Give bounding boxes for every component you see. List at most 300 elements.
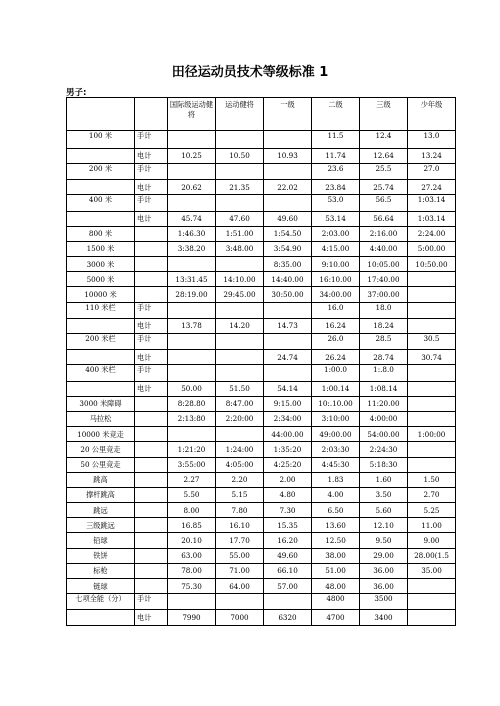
value-cell: 13.78 <box>168 318 216 333</box>
value-cell <box>264 195 312 211</box>
timing-cell: 手计 <box>135 365 168 381</box>
timing-cell <box>135 457 168 472</box>
table-row <box>67 272 456 287</box>
value-cell: 53.14 <box>312 211 360 226</box>
value-cell <box>216 594 264 610</box>
value-cell: 3:10:00 <box>312 411 360 426</box>
value-cell: 3:48.00 <box>216 241 264 256</box>
value-cell: 7990 <box>168 610 216 625</box>
value-cell: 5.15 <box>216 487 264 502</box>
value-cell: 57.00 <box>264 579 312 594</box>
value-cell <box>216 427 264 442</box>
value-cell <box>408 579 456 594</box>
timing-cell <box>135 548 168 563</box>
event-cell <box>67 610 135 625</box>
value-cell: 16.24 <box>312 318 360 333</box>
value-cell: 2:03.00 <box>312 226 360 241</box>
value-cell: 30:50.00 <box>264 287 312 302</box>
timing-cell <box>135 487 168 502</box>
timing-cell <box>135 563 168 578</box>
table-row <box>67 487 456 502</box>
event-cell: 100 米 <box>67 131 135 149</box>
value-cell: 4:15.00 <box>312 241 360 256</box>
value-cell: 1:08.14 <box>360 381 408 396</box>
value-cell <box>264 594 312 610</box>
value-cell: 18.24 <box>360 318 408 333</box>
value-cell: 1:00.14 <box>312 381 360 396</box>
value-cell <box>168 163 216 179</box>
value-cell: 53.0 <box>312 195 360 211</box>
timing-cell: 手计 <box>135 334 168 350</box>
value-cell: 8:35.00 <box>264 257 312 272</box>
value-cell: 2.27 <box>168 472 216 487</box>
event-cell: 七项全能（分） <box>67 594 135 610</box>
value-cell: 9.00 <box>408 533 456 548</box>
value-cell: 37:00.00 <box>360 287 408 302</box>
event-cell: 3000 米 <box>67 257 135 272</box>
value-cell: 55.00 <box>216 548 264 563</box>
value-cell: 1.83 <box>312 472 360 487</box>
value-cell <box>216 365 264 381</box>
value-cell: 22.02 <box>264 180 312 195</box>
table-row <box>67 503 456 518</box>
value-cell: 50.00 <box>168 381 216 396</box>
value-cell: 27.0 <box>408 163 456 179</box>
value-cell: 4.00 <box>312 487 360 502</box>
value-cell: 1.50 <box>408 472 456 487</box>
value-cell: 16.0 <box>312 302 360 318</box>
value-cell <box>408 272 456 287</box>
value-cell: 10.25 <box>168 148 216 163</box>
value-cell: 51.50 <box>216 381 264 396</box>
header-cell: 一级 <box>264 98 312 131</box>
timing-cell: 电计 <box>135 350 168 365</box>
value-cell: 36.00 <box>360 563 408 578</box>
value-cell: 6.50 <box>312 503 360 518</box>
value-cell: 17.70 <box>216 533 264 548</box>
value-cell: 7.30 <box>264 503 312 518</box>
value-cell: 4:00:00 <box>360 411 408 426</box>
value-cell: 2.00 <box>264 472 312 487</box>
header-type-cell <box>135 98 168 131</box>
value-cell: 16:10.00 <box>312 272 360 287</box>
value-cell: 2:16.00 <box>360 226 408 241</box>
value-cell: 13.60 <box>312 518 360 533</box>
value-cell <box>264 302 312 318</box>
value-cell: 16.85 <box>168 518 216 533</box>
table-row <box>67 563 456 578</box>
timing-cell: 电计 <box>135 318 168 333</box>
value-cell: 9:10.00 <box>312 257 360 272</box>
table-row <box>67 427 456 442</box>
value-cell: 6320 <box>264 610 312 625</box>
timing-cell <box>135 518 168 533</box>
header-cell: 国际级运动健将 <box>168 98 216 131</box>
header-cell: 少年级 <box>408 98 456 131</box>
value-cell: 49.60 <box>264 211 312 226</box>
value-cell <box>408 287 456 302</box>
event-cell: 标枪 <box>67 563 135 578</box>
event-cell: 跳高 <box>67 472 135 487</box>
value-cell: 9:15.00 <box>264 396 312 411</box>
value-cell: 56.5 <box>360 195 408 211</box>
value-cell: 1:24:00 <box>216 442 264 457</box>
value-cell: 10:.10.00 <box>312 396 360 411</box>
value-cell: 12.64 <box>360 148 408 163</box>
value-cell: 4800 <box>312 594 360 610</box>
value-cell <box>168 427 216 442</box>
value-cell: 20.62 <box>168 180 216 195</box>
table-row <box>67 302 456 318</box>
value-cell: 13.0 <box>408 131 456 149</box>
table-row <box>67 318 456 333</box>
value-cell: 16.10 <box>216 518 264 533</box>
value-cell: 1:54.50 <box>264 226 312 241</box>
value-cell: 3:54.90 <box>264 241 312 256</box>
timing-cell <box>135 442 168 457</box>
event-cell: 800 米 <box>67 226 135 241</box>
value-cell: 14.73 <box>264 318 312 333</box>
value-cell: 12.10 <box>360 518 408 533</box>
value-cell <box>264 334 312 350</box>
value-cell: 3400 <box>360 610 408 625</box>
event-cell: 链球 <box>67 579 135 594</box>
value-cell: 1:00.0 <box>312 365 360 381</box>
value-cell: 23.84 <box>312 180 360 195</box>
value-cell <box>216 350 264 365</box>
value-cell: 51.00 <box>312 563 360 578</box>
header-cell: 二级 <box>312 98 360 131</box>
value-cell: 2.70 <box>408 487 456 502</box>
value-cell: 8:28.80 <box>168 396 216 411</box>
value-cell: 26.0 <box>312 334 360 350</box>
table-row <box>67 442 456 457</box>
value-cell <box>408 457 456 472</box>
table-row <box>67 579 456 594</box>
value-cell: 71.00 <box>216 563 264 578</box>
timing-cell <box>135 241 168 256</box>
event-cell: 20 公里竞走 <box>67 442 135 457</box>
header-cell: 运动健将 <box>216 98 264 131</box>
table-row <box>67 148 456 163</box>
value-cell: 66.10 <box>264 563 312 578</box>
table-row <box>67 381 456 396</box>
value-cell <box>264 365 312 381</box>
value-cell: 1:03.14 <box>408 195 456 211</box>
value-cell: 4:40.00 <box>360 241 408 256</box>
value-cell: 20.10 <box>168 533 216 548</box>
timing-cell <box>135 579 168 594</box>
event-cell: 撑杆跳高 <box>67 487 135 502</box>
event-cell: 1500 米 <box>67 241 135 256</box>
value-cell <box>168 365 216 381</box>
value-cell: 5:00.00 <box>408 241 456 256</box>
value-cell: 5:18:30 <box>360 457 408 472</box>
value-cell <box>168 594 216 610</box>
value-cell: 3.50 <box>360 487 408 502</box>
value-cell: 54:00.00 <box>360 427 408 442</box>
timing-cell: 电计 <box>135 211 168 226</box>
header-event-cell <box>67 98 135 131</box>
value-cell: 49.60 <box>264 548 312 563</box>
value-cell: 16.20 <box>264 533 312 548</box>
event-cell: 马拉松 <box>67 411 135 426</box>
table-row <box>67 533 456 548</box>
value-cell: 44:00.00 <box>264 427 312 442</box>
table-row <box>67 594 456 610</box>
page-title: 田径运动员技术等级标准 1 <box>171 65 329 80</box>
value-cell: 7.80 <box>216 503 264 518</box>
value-cell: 23.6 <box>312 163 360 179</box>
section-subtitle: 男子: <box>66 88 87 98</box>
table-row <box>67 257 456 272</box>
table-row <box>67 131 456 149</box>
event-cell: 200 米 <box>67 163 135 179</box>
table-row <box>67 365 456 381</box>
timing-cell <box>135 503 168 518</box>
table-row <box>67 610 456 625</box>
value-cell <box>168 195 216 211</box>
value-cell: 5.50 <box>168 487 216 502</box>
value-cell: 1:51.00 <box>216 226 264 241</box>
value-cell <box>408 365 456 381</box>
value-cell: 2:24:30 <box>360 442 408 457</box>
event-cell <box>67 381 135 396</box>
value-cell: 1:35:20 <box>264 442 312 457</box>
table-row <box>67 287 456 302</box>
value-cell <box>216 163 264 179</box>
value-cell: 12.4 <box>360 131 408 149</box>
table-row <box>67 226 456 241</box>
timing-cell <box>135 257 168 272</box>
timing-cell: 手计 <box>135 163 168 179</box>
timing-cell <box>135 396 168 411</box>
value-cell <box>216 302 264 318</box>
value-cell: 38.00 <box>312 548 360 563</box>
value-cell: 28.00(1.5 <box>408 548 456 563</box>
event-cell <box>67 318 135 333</box>
value-cell: 35.00 <box>408 563 456 578</box>
value-cell <box>408 381 456 396</box>
value-cell: 63.00 <box>168 548 216 563</box>
timing-cell: 电计 <box>135 610 168 625</box>
timing-cell <box>135 226 168 241</box>
event-cell: 铁饼 <box>67 548 135 563</box>
timing-cell: 电计 <box>135 381 168 396</box>
value-cell <box>264 163 312 179</box>
event-cell <box>67 350 135 365</box>
event-cell: 铅球 <box>67 533 135 548</box>
timing-cell: 电计 <box>135 180 168 195</box>
value-cell <box>168 334 216 350</box>
header-row <box>67 98 456 131</box>
value-cell: 14.20 <box>216 318 264 333</box>
value-cell: 17:40.00 <box>360 272 408 287</box>
event-cell: 10000 米竞走 <box>67 427 135 442</box>
value-cell: 1:46.30 <box>168 226 216 241</box>
table-row <box>67 396 456 411</box>
value-cell: 11.74 <box>312 148 360 163</box>
value-cell: 5.60 <box>360 503 408 518</box>
value-cell: 1:03.14 <box>408 211 456 226</box>
table-row <box>67 195 456 211</box>
event-cell <box>67 180 135 195</box>
value-cell: 7000 <box>216 610 264 625</box>
timing-cell <box>135 472 168 487</box>
value-cell: 45.74 <box>168 211 216 226</box>
table-row <box>67 457 456 472</box>
table-row <box>67 180 456 195</box>
value-cell: 2:13:80 <box>168 411 216 426</box>
value-cell: 4:45:30 <box>312 457 360 472</box>
value-cell: 12.50 <box>312 533 360 548</box>
value-cell: 4:05:00 <box>216 457 264 472</box>
value-cell: 4700 <box>312 610 360 625</box>
timing-cell <box>135 427 168 442</box>
value-cell: 1:.8.0 <box>360 365 408 381</box>
value-cell: 21.35 <box>216 180 264 195</box>
event-cell <box>67 211 135 226</box>
value-cell: 49:00.00 <box>312 427 360 442</box>
table-row <box>67 241 456 256</box>
timing-cell: 手计 <box>135 594 168 610</box>
value-cell: 13.24 <box>408 148 456 163</box>
value-cell <box>168 350 216 365</box>
event-cell: 3000 米障碍 <box>67 396 135 411</box>
value-cell <box>408 442 456 457</box>
table-body <box>67 98 456 626</box>
value-cell: 14:40.00 <box>264 272 312 287</box>
value-cell: 48.00 <box>312 579 360 594</box>
value-cell: 75.30 <box>168 579 216 594</box>
value-cell: 3500 <box>360 594 408 610</box>
value-cell: 28.74 <box>360 350 408 365</box>
table-row <box>67 350 456 365</box>
timing-cell <box>135 533 168 548</box>
value-cell: 28.5 <box>360 334 408 350</box>
header-cell: 三级 <box>360 98 408 131</box>
value-cell <box>216 131 264 149</box>
value-cell <box>408 411 456 426</box>
value-cell <box>408 610 456 625</box>
timing-cell <box>135 287 168 302</box>
value-cell: 30.74 <box>408 350 456 365</box>
value-cell <box>168 131 216 149</box>
value-cell <box>408 594 456 610</box>
event-cell: 400 米 <box>67 195 135 211</box>
value-cell: 27.24 <box>408 180 456 195</box>
value-cell: 2:20:00 <box>216 411 264 426</box>
value-cell: 64.00 <box>216 579 264 594</box>
value-cell: 1.60 <box>360 472 408 487</box>
value-cell <box>216 334 264 350</box>
value-cell: 2.20 <box>216 472 264 487</box>
value-cell: 11.5 <box>312 131 360 149</box>
value-cell: 13:31.45 <box>168 272 216 287</box>
timing-cell: 手计 <box>135 131 168 149</box>
table-row <box>67 334 456 350</box>
value-cell: 54.14 <box>264 381 312 396</box>
table-row <box>67 518 456 533</box>
value-cell: 56.64 <box>360 211 408 226</box>
value-cell: 18.0 <box>360 302 408 318</box>
event-cell <box>67 148 135 163</box>
value-cell <box>264 131 312 149</box>
value-cell: 8:47.00 <box>216 396 264 411</box>
event-cell: 110 米栏 <box>67 302 135 318</box>
value-cell: 34:00.00 <box>312 287 360 302</box>
value-cell: 14:10.00 <box>216 272 264 287</box>
value-cell: 10:05.00 <box>360 257 408 272</box>
value-cell: 2:24.00 <box>408 226 456 241</box>
value-cell: 10:50.00 <box>408 257 456 272</box>
value-cell: 1:00:00 <box>408 427 456 442</box>
value-cell: 10.50 <box>216 148 264 163</box>
value-cell <box>408 318 456 333</box>
value-cell <box>408 396 456 411</box>
value-cell <box>216 257 264 272</box>
value-cell: 3:55:00 <box>168 457 216 472</box>
timing-cell: 手计 <box>135 195 168 211</box>
value-cell <box>408 302 456 318</box>
value-cell: 29.00 <box>360 548 408 563</box>
timing-cell: 手计 <box>135 302 168 318</box>
value-cell: 29:45.00 <box>216 287 264 302</box>
value-cell: 4.80 <box>264 487 312 502</box>
value-cell: 8.00 <box>168 503 216 518</box>
event-cell: 5000 米 <box>67 272 135 287</box>
event-cell: 50 公里竞走 <box>67 457 135 472</box>
value-cell: 36.00 <box>360 579 408 594</box>
value-cell <box>168 257 216 272</box>
value-cell: 25.74 <box>360 180 408 195</box>
table-row <box>67 548 456 563</box>
value-cell: 25.5 <box>360 163 408 179</box>
value-cell: 1:21:20 <box>168 442 216 457</box>
value-cell: 47.60 <box>216 211 264 226</box>
value-cell <box>168 302 216 318</box>
value-cell: 10.93 <box>264 148 312 163</box>
value-cell: 11.00 <box>408 518 456 533</box>
event-cell: 跳远 <box>67 503 135 518</box>
timing-cell <box>135 411 168 426</box>
value-cell: 78.00 <box>168 563 216 578</box>
table-row <box>67 472 456 487</box>
value-cell: 3:38.20 <box>168 241 216 256</box>
event-cell: 400 米栏 <box>67 365 135 381</box>
value-cell: 4:25:20 <box>264 457 312 472</box>
value-cell: 15.35 <box>264 518 312 533</box>
value-cell: 26.24 <box>312 350 360 365</box>
table-row <box>67 211 456 226</box>
value-cell: 24.74 <box>264 350 312 365</box>
event-cell: 200 米栏 <box>67 334 135 350</box>
event-cell: 三级跳远 <box>67 518 135 533</box>
standards-table <box>66 97 456 626</box>
value-cell: 2:34:00 <box>264 411 312 426</box>
value-cell: 30.5 <box>408 334 456 350</box>
table-row <box>67 411 456 426</box>
table-row <box>67 163 456 179</box>
value-cell: 11:20.00 <box>360 396 408 411</box>
timing-cell: 电计 <box>135 148 168 163</box>
value-cell: 2:03:30 <box>312 442 360 457</box>
event-cell: 10000 米 <box>67 287 135 302</box>
value-cell: 5.25 <box>408 503 456 518</box>
value-cell: 9.50 <box>360 533 408 548</box>
timing-cell <box>135 272 168 287</box>
value-cell <box>216 195 264 211</box>
